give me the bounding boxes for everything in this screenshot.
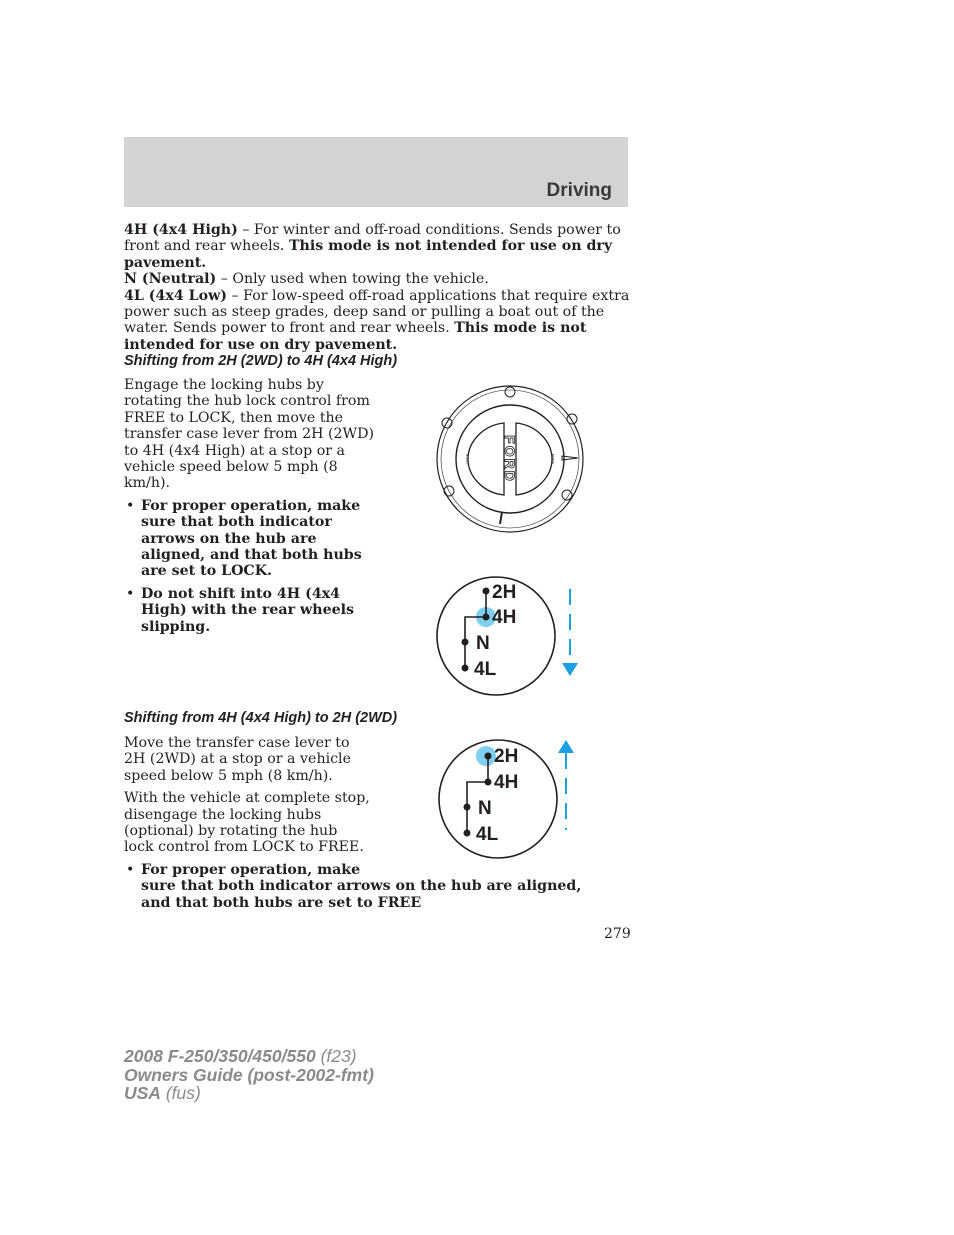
term-4l: 4L (4x4 Low) [124, 287, 228, 304]
section2-body [124, 735, 370, 856]
label-4h: 4H [494, 772, 519, 793]
text-4h: – For winter and off-road conditions. Sends power to front and rear wheels. [124, 222, 621, 255]
label-2h: 2H [492, 582, 517, 603]
label-n: N [476, 633, 490, 654]
section-header-band [124, 137, 628, 207]
gate-dot-2h [483, 588, 490, 595]
section-title: Driving [546, 180, 612, 201]
hub-lock-mark: LOCK [464, 453, 470, 465]
bullet-text-line1: For proper operation, make [141, 862, 361, 878]
warning-4l: This mode is not intended for use on dry pavement. [124, 320, 587, 353]
gate-dot-4l [464, 830, 471, 837]
heading-shift-2h-to-4h: Shifting from 2H (2WD) to 4H (4x4 High) [124, 353, 398, 369]
section1-bullet-1 [124, 498, 380, 580]
footer-model-line [124, 1047, 374, 1066]
bullet-text-line2: sure that both indicator arrows on the hub are aligned, and that both hubs are set to FREE [141, 878, 582, 911]
bullet-text: Do not shift into 4H (4x4 High) with the rear wheels slipping. [141, 585, 354, 635]
footer-market-line [124, 1084, 374, 1103]
footer-market-code: (fus) [160, 1083, 201, 1103]
text-n: – Only used when towing the vehicle. [216, 271, 489, 288]
arrow-up-icon [558, 740, 574, 753]
gate-dot-n [464, 804, 471, 811]
section2-bullet [124, 862, 614, 911]
gate-dot-4h [483, 614, 490, 621]
label-4l: 4L [474, 659, 497, 680]
gate-dot-2h [485, 753, 492, 760]
label-4h: 4H [492, 607, 517, 628]
bullet-text: For proper operation, make sure that both indicator arrows on the hub are aligned, and that both hubs are set to LOCK. [141, 497, 362, 580]
label-4l: 4L [476, 824, 499, 845]
hub-lock-illustration [434, 383, 588, 535]
label-n: N [478, 798, 492, 819]
heading-shift-4h-to-2h: Shifting from 4H (4x4 High) to 2H (2WD) [124, 710, 398, 726]
gate-dot-n [462, 639, 469, 646]
term-n: N (Neutral) [124, 271, 217, 288]
section2-bullet-1 [124, 862, 614, 911]
mode-descriptions [124, 222, 630, 353]
bullet-dot: • [126, 497, 135, 514]
footer-model: 2008 F-250/350/450/550 [124, 1046, 316, 1066]
shift-diagram-4h-to-2h [436, 738, 586, 862]
footer-market: USA [124, 1083, 161, 1103]
shift-diagram-2h-to-4h [434, 575, 584, 699]
warning-4h: This mode is not intended for use on dry pavement. [124, 238, 613, 271]
term-4h: 4H (4x4 High) [124, 222, 238, 238]
document-footer [124, 1047, 374, 1103]
section2-paragraph-1: Move the transfer case lever to 2H (2WD) at a stop or a vehicle speed below 5 mph (8 km/h). [124, 735, 351, 784]
hub-free-mark: FREE [550, 453, 556, 465]
footer-guide-line [124, 1066, 374, 1085]
arrow-down-icon [562, 663, 578, 676]
section2-paragraph-2: With the vehicle at complete stop, disengage the locking hubs (optional) by rotating the hub lock control from LOCK to FREE. [124, 790, 370, 856]
gate-dot-4h [485, 779, 492, 786]
bullet-dot: • [126, 862, 135, 878]
footer-guide: Owners Guide (post-2002-fmt) [124, 1064, 374, 1085]
hub-brand: FORD [502, 435, 518, 483]
section1-body [124, 377, 380, 635]
footer-model-code: (f23) [315, 1046, 357, 1066]
section1-bullet-2 [124, 586, 363, 635]
mode-4h [124, 222, 630, 271]
mode-n [124, 271, 630, 287]
label-2h: 2H [494, 746, 519, 767]
text-4l: – For low-speed off-road applications that require extra power such as steep grades, deep sand or pulling a boat out of the water. Sends power to front and rear wheels. [124, 287, 630, 337]
page-number: 279 [604, 926, 631, 942]
bullet-dot: • [126, 585, 135, 602]
section1-paragraph: Engage the locking hubs by rotating the hub lock control from FREE to LOCK, then move the transfer case lever from 2H (2WD) to 4H (4x4 High) at a stop or a vehicle speed below 5 mph (8 km/h). [124, 377, 375, 492]
gate-dot-4l [462, 665, 469, 672]
mode-4l [124, 288, 630, 354]
